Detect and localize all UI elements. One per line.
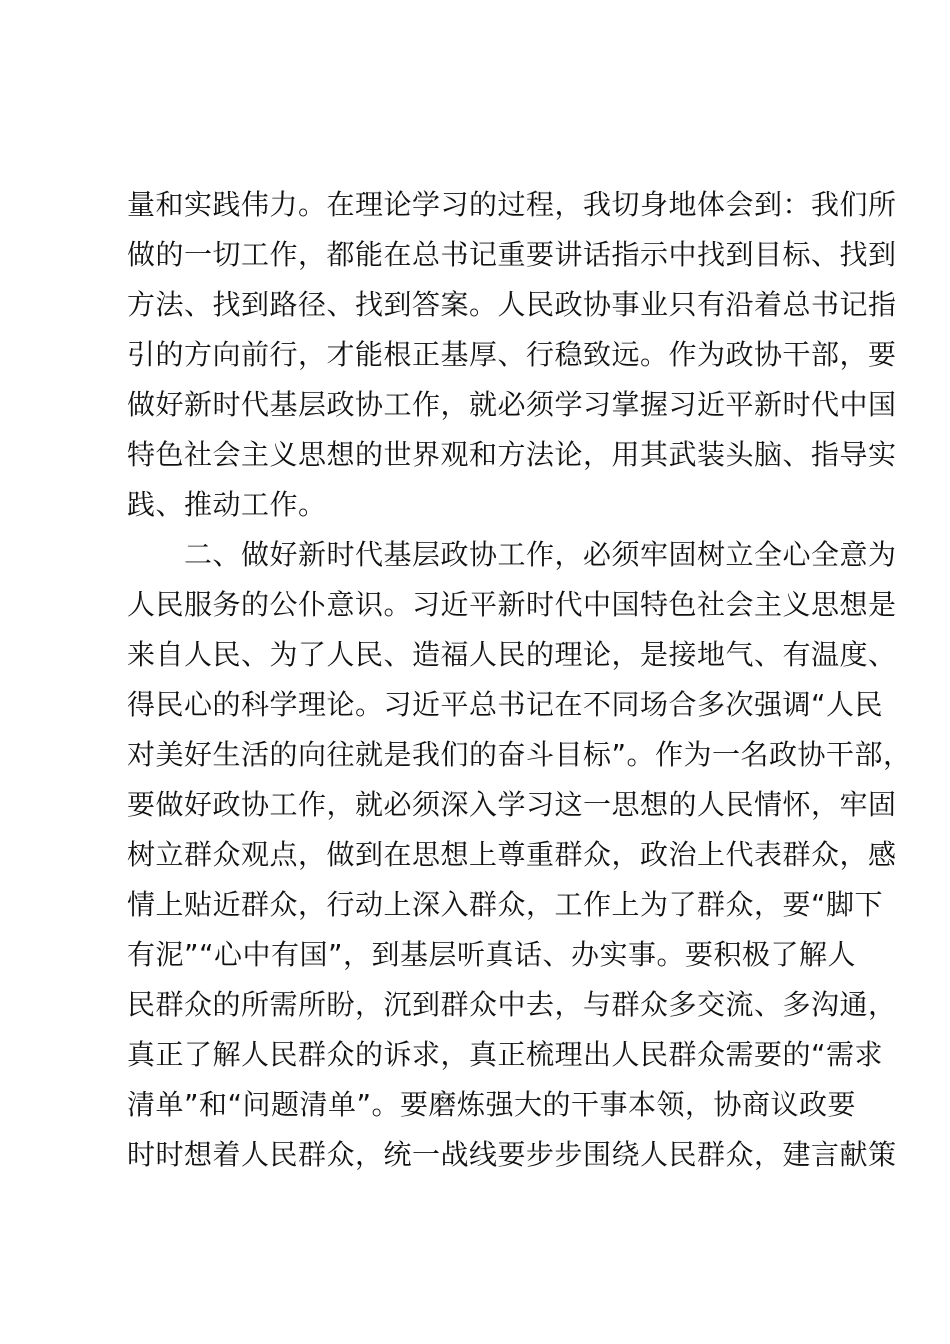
text-line: 清单”和“问题清单”。要磨炼强大的干事本领，协商议政要 — [127, 1088, 857, 1121]
text-line: 方法、找到路径、找到答案。人民政协事业只有沿着总书记指 — [127, 288, 897, 321]
text-line: 做的一切工作，都能在总书记重要讲话指示中找到目标、找到 — [127, 238, 897, 271]
text-line: 特色社会主义思想的世界观和方法论，用其武装头脑、指导实 — [127, 438, 897, 471]
text-line: 引的方向前行，才能根正基厚、行稳致远。作为政协干部，要 — [127, 338, 897, 371]
text-line: 二、做好新时代基层政协工作，必须牢固树立全心全意为 — [127, 538, 897, 571]
text-line: 要做好政协工作，就必须深入学习这一思想的人民情怀，牢固 — [127, 788, 897, 821]
text-line: 践、推动工作。 — [127, 488, 327, 521]
text-line: 人民服务的公仆意识。习近平新时代中国特色社会主义思想是 — [127, 588, 897, 621]
text-line: 有泥”“心中有国”，到基层听真话、办实事。要积极了解人 — [127, 938, 857, 971]
text-line: 树立群众观点，做到在思想上尊重群众，政治上代表群众，感 — [127, 838, 897, 871]
text-line: 时时想着人民群众，统一战线要步步围绕人民群众，建言献策 — [127, 1138, 897, 1171]
text-line: 得民心的科学理论。习近平总书记在不同场合多次强调“人民 — [127, 688, 884, 721]
text-line: 量和实践伟力。在理论学习的过程，我切身地体会到：我们所 — [127, 188, 897, 221]
text-line: 对美好生活的向往就是我们的奋斗目标”。作为一名政协干部， — [127, 738, 912, 771]
text-line: 民群众的所需所盼，沉到群众中去，与群众多交流、多沟通， — [127, 988, 897, 1021]
text-line: 真正了解人民群众的诉求，真正梳理出人民群众需要的“需求 — [127, 1038, 884, 1071]
text-line: 来自人民、为了人民、造福人民的理论，是接地气、有温度、 — [127, 638, 897, 671]
text-line: 情上贴近群众，行动上深入群众，工作上为了群众，要“脚下 — [127, 888, 884, 921]
body-text — [127, 180, 912, 1180]
text-line: 做好新时代基层政协工作，就必须学习掌握习近平新时代中国 — [127, 388, 897, 421]
